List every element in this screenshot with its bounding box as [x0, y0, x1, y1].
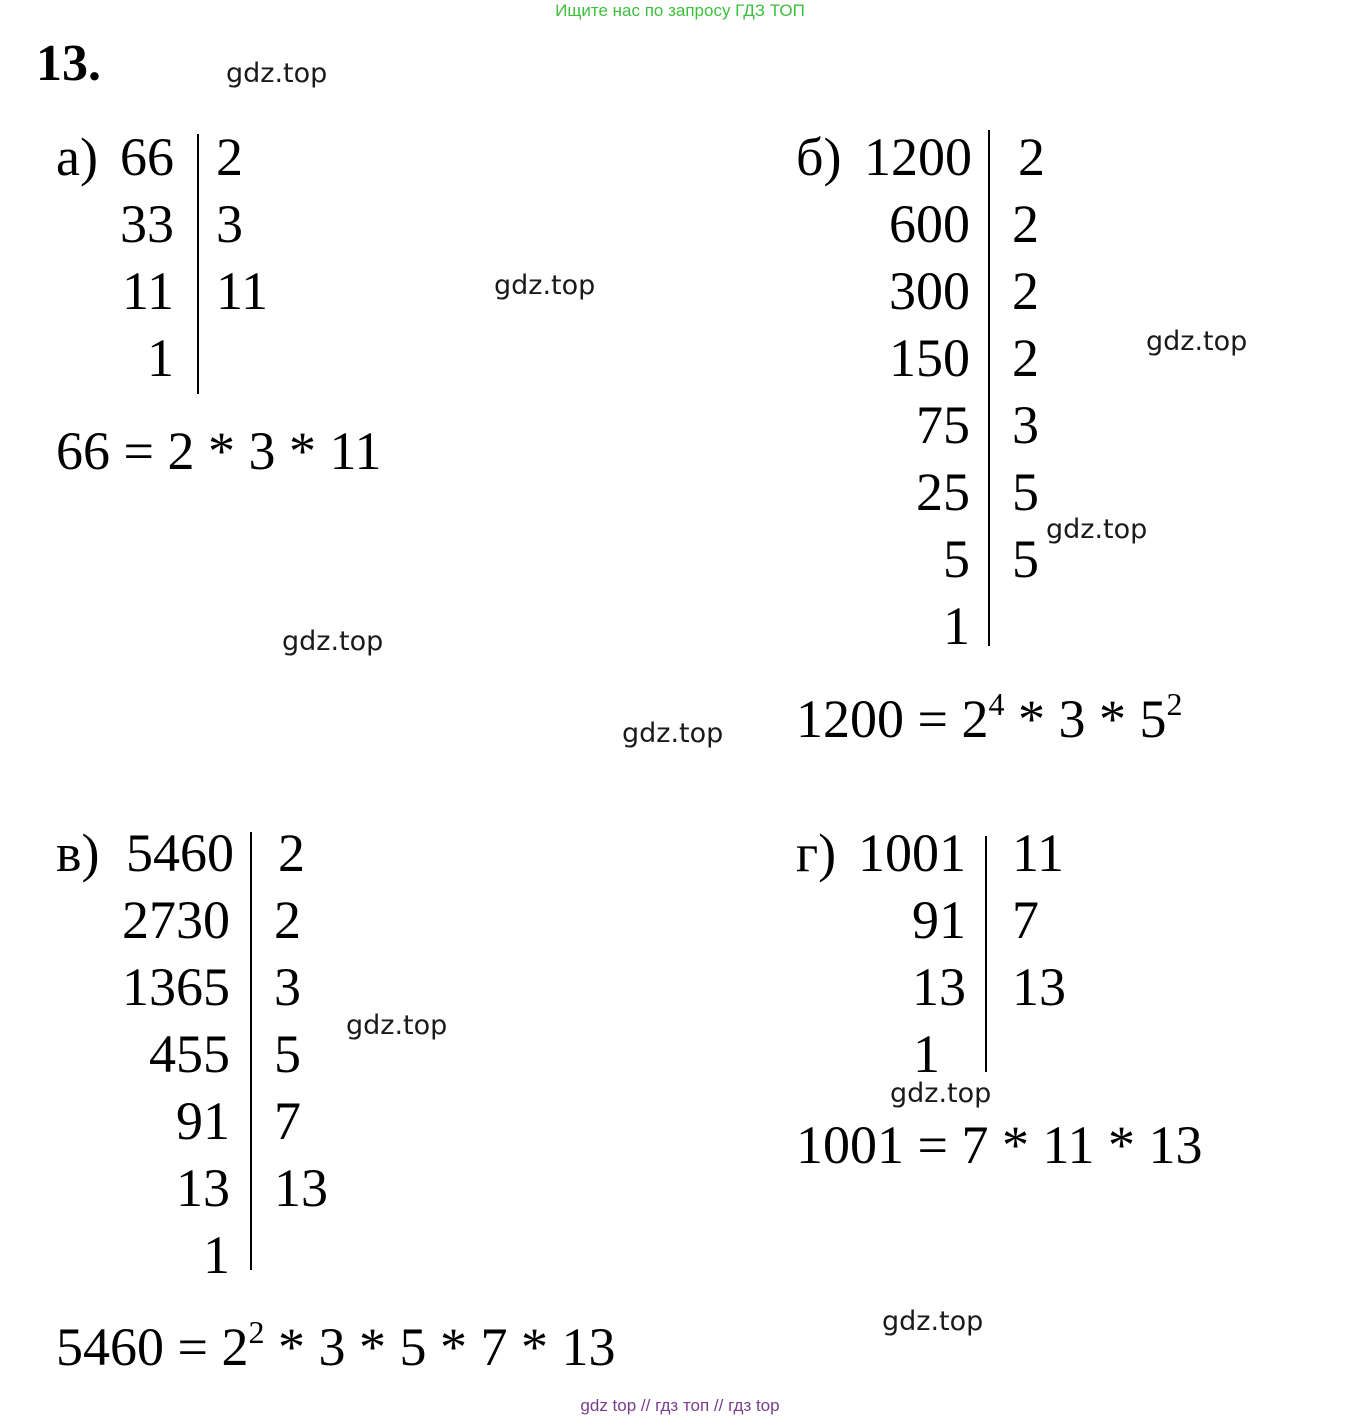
dividend: 1 — [203, 1225, 230, 1285]
task-number: 13. — [36, 35, 101, 92]
footer-note: gdz top // гдз топ // гдз top — [580, 1396, 780, 1415]
dividend: 1 — [147, 328, 174, 388]
watermark: gdz.top — [226, 58, 328, 89]
division-line — [197, 134, 199, 394]
dividend: 455 — [149, 1024, 230, 1084]
dividend: 600 — [889, 194, 970, 254]
dividend: 91 — [176, 1091, 230, 1151]
watermark: gdz.top — [1046, 514, 1148, 545]
watermark: gdz.top — [494, 270, 596, 301]
divisor: 5 — [274, 1024, 301, 1084]
dividend: 1200 — [864, 127, 972, 187]
divisor: 5 — [1012, 529, 1039, 589]
dividend: 1001 — [858, 823, 966, 883]
dividend: 13 — [176, 1158, 230, 1218]
divisor: 3 — [216, 194, 243, 254]
dividend: 1 — [943, 596, 970, 656]
division-line — [985, 836, 987, 1072]
divisor: 7 — [274, 1091, 301, 1151]
dividend: 33 — [120, 194, 174, 254]
dividend: 150 — [889, 328, 970, 388]
result-equation: 1001 = 7 * 11 * 13 — [796, 1115, 1203, 1175]
dividend: 13 — [912, 957, 966, 1017]
dividend: 75 — [916, 395, 970, 455]
part-label: в) — [56, 823, 100, 883]
result-equation: 66 = 2 * 3 * 11 — [56, 421, 382, 481]
watermark: gdz.top — [622, 718, 724, 749]
divisor: 11 — [1012, 823, 1064, 883]
watermark: gdz.top — [1146, 326, 1248, 357]
dividend: 1365 — [122, 957, 230, 1017]
watermark: gdz.top — [346, 1010, 448, 1041]
dividend: 300 — [889, 261, 970, 321]
part-label: г) — [796, 823, 837, 883]
dividend: 11 — [122, 261, 174, 321]
watermark: gdz.top — [890, 1078, 992, 1109]
divisor: 2 — [1018, 127, 1045, 187]
divisor: 2 — [216, 127, 243, 187]
part-label: б) — [796, 127, 842, 187]
search-hint: Ищите нас по запросу ГДЗ ТОП — [555, 1, 805, 20]
division-line — [250, 832, 252, 1270]
result-equation: $5460 = 2^2 * 3 * 5 * 7 * 13$ — [56, 1314, 616, 1377]
divisor: 2 — [1012, 328, 1039, 388]
part-label: а) — [56, 127, 98, 187]
dividend: 66 — [120, 127, 174, 187]
divisor: 2 — [1012, 194, 1039, 254]
divisor: 5 — [1012, 462, 1039, 522]
dividend: 5460 — [126, 823, 234, 883]
dividend: 25 — [916, 462, 970, 522]
divisor: 2 — [274, 890, 301, 950]
watermark: gdz.top — [882, 1306, 984, 1337]
dividend: 5 — [943, 529, 970, 589]
divisor: 2 — [1012, 261, 1039, 321]
divisor: 13 — [1012, 957, 1066, 1017]
result-equation: $1200 = 2^4 * 3 * 5^2$ — [796, 686, 1183, 749]
divisor: 3 — [1012, 395, 1039, 455]
divisor: 2 — [278, 823, 305, 883]
divisor: 3 — [274, 957, 301, 1017]
division-line — [988, 130, 990, 646]
divisor: 11 — [216, 261, 268, 321]
dividend: 91 — [912, 890, 966, 950]
dividend: 2730 — [122, 890, 230, 950]
dividend: 1 — [913, 1024, 940, 1084]
divisor: 7 — [1012, 890, 1039, 950]
watermark: gdz.top — [282, 626, 384, 657]
divisor: 13 — [274, 1158, 328, 1218]
